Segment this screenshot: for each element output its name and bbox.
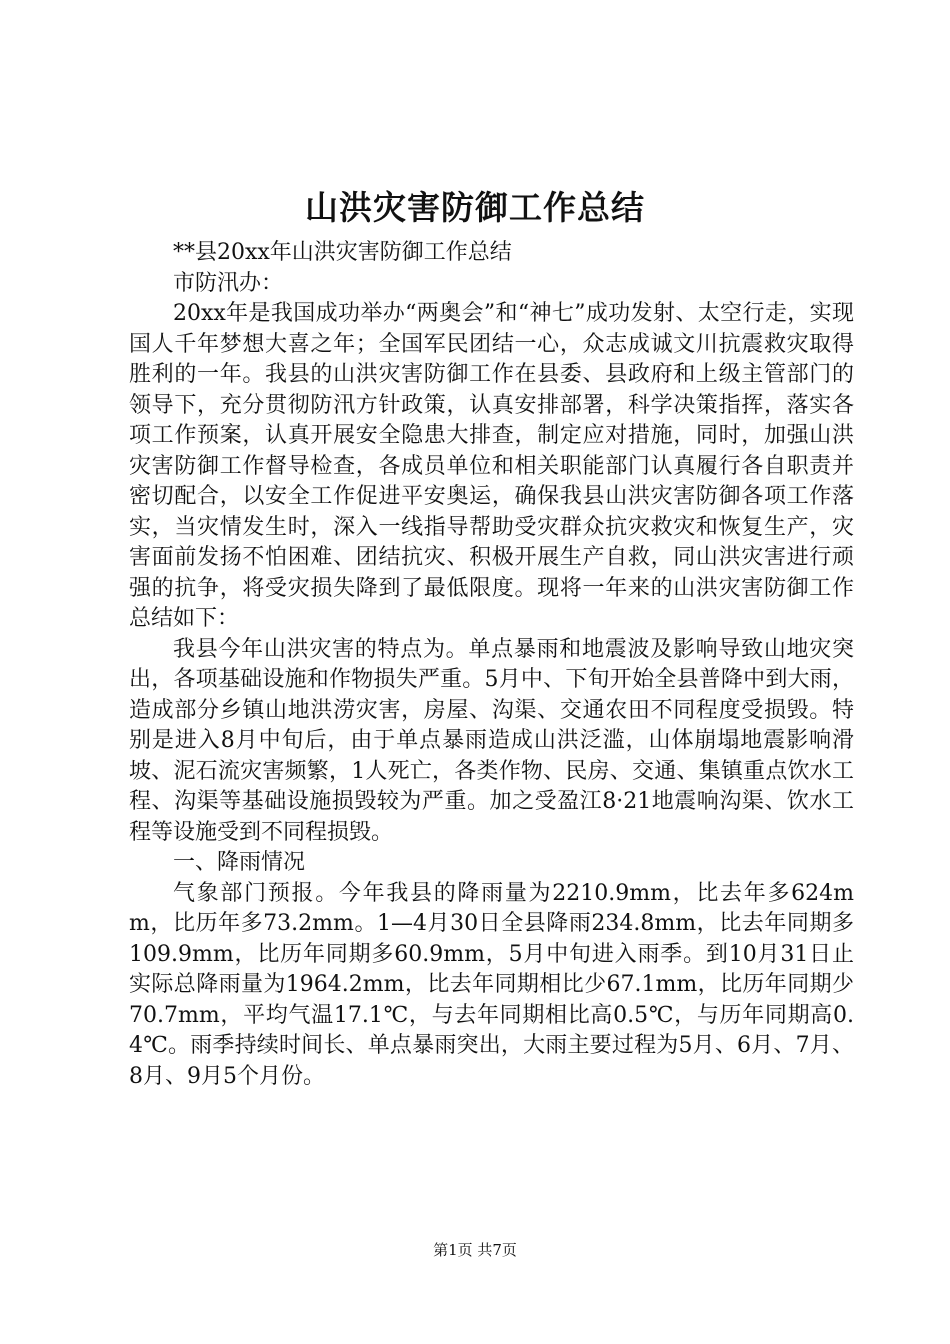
intro-paragraph: 20xx年是我国成功举办“两奥会”和“神七”成功发射、太空行走，实现国人千年梦想大喜之年；全国军民团结一心，众志成诚文川抗震救灾取得胜利的一年。我县的山洪灾害防御工作在县委、县政府和上级主管部门的领导下，充分贯彻防汛方针政策，认真安排部署，科学决策指挥，落实各项工作预案，认真开展安全隐患大排查，制定应对措施，同时，加强山洪灾害防御工作督导检查，各成员单位和相关职能部门认真履行各自职责并密切配合，以安全工作促进平安奥运，确保我县山洪灾害防御各项工作落实，当灾情发生时，深入一线指导帮助受灾群众抗灾救灾和恢复生产，灾害面前发扬不怕困难、团结抗灾、积极开展生产自救，同山洪灾害进行顽强的抗争，将受灾损失降到了最低限度。现将一年来的山洪灾害防御工作总结如下： [129,301,854,631]
section-heading-rainfall: 一、降雨情况 [173,850,306,875]
salutation: 市防汛办： [173,270,284,296]
report-heading: **县20xx年山洪灾害防御工作总结 [173,240,512,265]
document-body [129,238,854,1092]
page-number: 第1页 共7页 [433,1241,517,1259]
rainfall-paragraph: 气象部门预报。今年我县的降雨量为2210.9mm，比去年多624mm，比历年多73.2mm。1—4月30日全县降雨234.8mm，比去年同期多109.9mm，比历年同期多60.9mm，5月中旬进入雨季。到10月31日止实际总降雨量为1964.2mm，比去年同期相比少67.1mm，比历年同期少70.7mm，平均气温17.1℃，与去年同期相比高0.5℃，与历年同期高0.4℃。雨季持续时间长、单点暴雨突出，大雨主要过程为5月、6月、7月、8月、9月5个月份。 [129,880,854,1089]
document-title: 山洪灾害防御工作总结 [305,188,645,227]
disaster-characteristics-paragraph: 我县今年山洪灾害的特点为。单点暴雨和地震波及影响导致山地灾突出，各项基础设施和作物损失严重。5月中、下旬开始全县普降中到大雨，造成部分乡镇山地洪涝灾害，房屋、沟渠、交通农田不同程度受损毁。特别是进入8月中旬后，由于单点暴雨造成山洪泛滥，山体崩塌地震影响滑坡、泥石流灾害频繁，1人死亡，各类作物、民房、交通、集镇重点饮水工程、沟渠等基础设施损毁较为严重。加之受盈江8·21地震响沟渠、饮水工程等设施受到不同程损毁。 [129,636,854,845]
